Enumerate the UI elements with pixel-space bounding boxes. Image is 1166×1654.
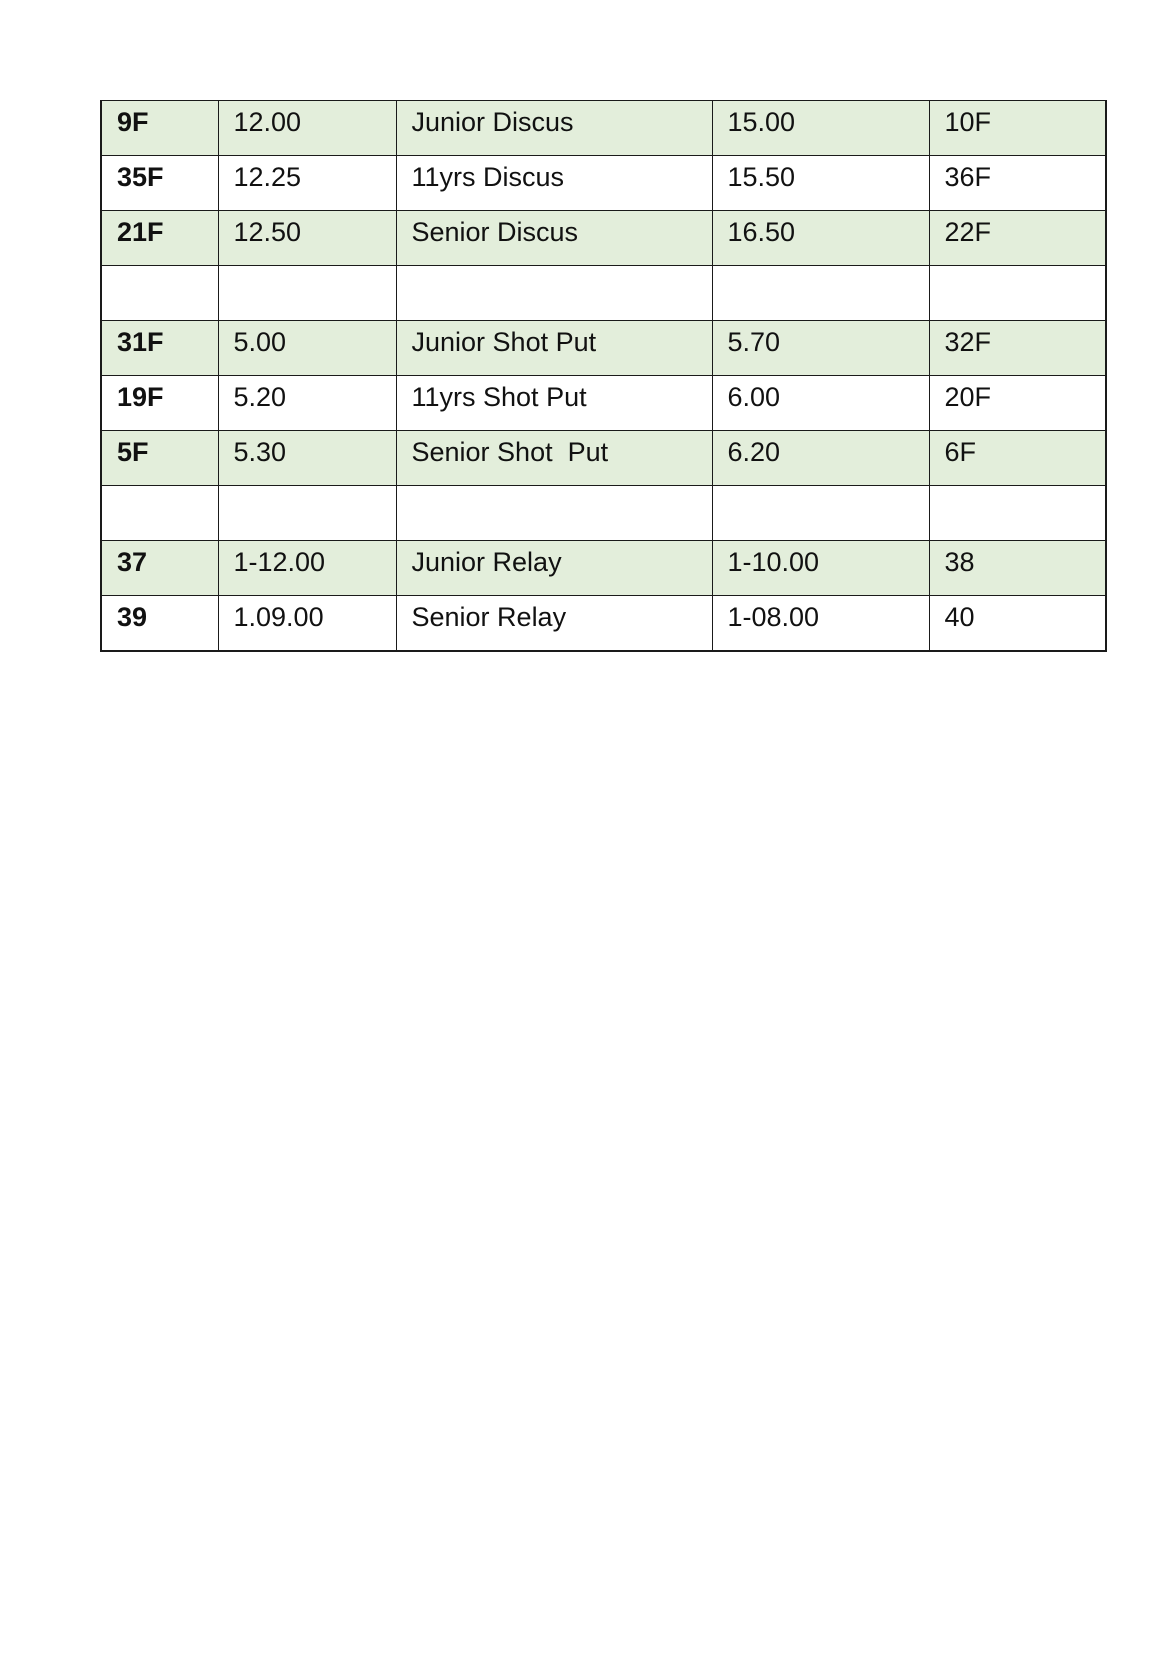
paired-event-number-cell: 22F bbox=[929, 211, 1106, 266]
start-time-cell: 12.50 bbox=[218, 211, 396, 266]
paired-event-number-cell: 10F bbox=[929, 101, 1106, 156]
event-name-cell: 11yrs Discus bbox=[396, 156, 712, 211]
start-time-cell bbox=[218, 266, 396, 321]
end-time-cell: 15.50 bbox=[712, 156, 929, 211]
event-number-cell: 5F bbox=[101, 431, 218, 486]
paired-event-number-cell bbox=[929, 266, 1106, 321]
event-name-cell bbox=[396, 266, 712, 321]
end-time-cell: 15.00 bbox=[712, 101, 929, 156]
start-time-cell: 12.00 bbox=[218, 101, 396, 156]
paired-event-number-cell bbox=[929, 486, 1106, 541]
event-number-cell: 37 bbox=[101, 541, 218, 596]
table-row bbox=[101, 266, 1106, 321]
end-time-cell: 1-08.00 bbox=[712, 596, 929, 651]
paired-event-number-cell: 32F bbox=[929, 321, 1106, 376]
event-name-cell: Junior Discus bbox=[396, 101, 712, 156]
event-number-cell: 39 bbox=[101, 596, 218, 651]
event-name-cell bbox=[396, 486, 712, 541]
end-time-cell: 1-10.00 bbox=[712, 541, 929, 596]
start-time-cell: 12.25 bbox=[218, 156, 396, 211]
event-name-cell: Senior Discus bbox=[396, 211, 712, 266]
event-name-cell: Senior Shot Put bbox=[396, 431, 712, 486]
paired-event-number-cell: 20F bbox=[929, 376, 1106, 431]
event-schedule-body bbox=[101, 101, 1106, 651]
table-row bbox=[101, 486, 1106, 541]
event-name-cell: Junior Shot Put bbox=[396, 321, 712, 376]
start-time-cell: 5.00 bbox=[218, 321, 396, 376]
event-name-cell: 11yrs Shot Put bbox=[396, 376, 712, 431]
end-time-cell bbox=[712, 266, 929, 321]
event-number-cell bbox=[101, 266, 218, 321]
event-name-cell: Junior Relay bbox=[396, 541, 712, 596]
table-row bbox=[101, 321, 1106, 376]
start-time-cell bbox=[218, 486, 396, 541]
table-row bbox=[101, 431, 1106, 486]
table-row bbox=[101, 541, 1106, 596]
start-time-cell: 5.20 bbox=[218, 376, 396, 431]
paired-event-number-cell: 36F bbox=[929, 156, 1106, 211]
start-time-cell: 1-12.00 bbox=[218, 541, 396, 596]
end-time-cell bbox=[712, 486, 929, 541]
start-time-cell: 5.30 bbox=[218, 431, 396, 486]
table-row bbox=[101, 376, 1106, 431]
end-time-cell: 16.50 bbox=[712, 211, 929, 266]
start-time-cell: 1.09.00 bbox=[218, 596, 396, 651]
end-time-cell: 6.20 bbox=[712, 431, 929, 486]
table-row bbox=[101, 596, 1106, 651]
end-time-cell: 5.70 bbox=[712, 321, 929, 376]
paired-event-number-cell: 6F bbox=[929, 431, 1106, 486]
paired-event-number-cell: 38 bbox=[929, 541, 1106, 596]
event-schedule-table bbox=[100, 100, 1107, 652]
table-row bbox=[101, 101, 1106, 156]
table-row bbox=[101, 156, 1106, 211]
event-name-cell: Senior Relay bbox=[396, 596, 712, 651]
paired-event-number-cell: 40 bbox=[929, 596, 1106, 651]
end-time-cell: 6.00 bbox=[712, 376, 929, 431]
event-number-cell bbox=[101, 486, 218, 541]
event-number-cell: 19F bbox=[101, 376, 218, 431]
event-number-cell: 21F bbox=[101, 211, 218, 266]
event-number-cell: 9F bbox=[101, 101, 218, 156]
table-row bbox=[101, 211, 1106, 266]
event-number-cell: 31F bbox=[101, 321, 218, 376]
event-number-cell: 35F bbox=[101, 156, 218, 211]
